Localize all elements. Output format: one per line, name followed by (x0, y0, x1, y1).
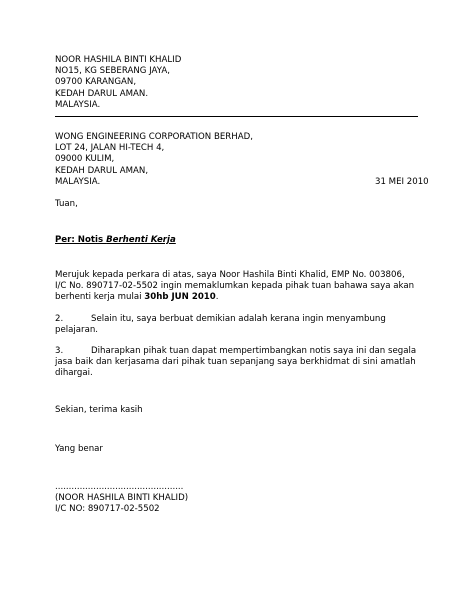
letter-date: 31 MEI 2010 (375, 177, 429, 187)
sender-address (55, 55, 181, 111)
paragraph-text: . (215, 292, 219, 303)
paragraph-number: 2. (55, 314, 64, 324)
salutation-text: Tuan, (55, 199, 78, 209)
paragraph-text: berhenti kerja mulai (55, 292, 145, 303)
subject-prefix: Per: Notis (55, 235, 107, 245)
paragraph-line: dihargai. (55, 368, 93, 379)
signoff-text: Yang benar (55, 444, 103, 454)
paragraph-line: pelajaran. (55, 325, 99, 336)
paragraph-line: jasa baik dan kerjasama dari pihak tuan sepanjang saya berkhidmat di sini amatlah (55, 357, 416, 368)
subject-italic: Berhenti Kerja (106, 235, 176, 245)
paragraph-text: Selain itu, saya berbuat demikian adalah kerana ingin menyambung (91, 314, 386, 324)
signature-name: (NOOR HASHILA BINTI KHALID) (55, 493, 189, 504)
paragraph-text: Diharapkan pihak tuan dapat mempertimbangkan notis saya ini dan segala (91, 346, 417, 356)
signature-dotted-line: ............................................... (55, 482, 184, 492)
signoff (55, 444, 103, 455)
signature-block (55, 482, 188, 516)
header-divider (55, 116, 418, 117)
recipient-address-line: 09000 KULIM, (55, 154, 115, 165)
sender-address-line: MALAYSIA. (55, 99, 101, 110)
sender-name: NOOR HASHILA BINTI KHALID (55, 55, 182, 65)
sender-address-line: 09700 KARANGAN, (55, 77, 137, 88)
paragraph-line: I/C No. 890717-02-5502 ingin memaklumkan kepada pihak tuan bahawa saya akan (55, 281, 415, 292)
recipient-address-line: KEDAH DARUL AMAN, (55, 165, 149, 176)
paragraph-number: 3. (55, 346, 64, 356)
sender-address-line: KEDAH DARUL AMAN. (55, 88, 149, 99)
closing (55, 405, 143, 416)
recipient-name: WONG ENGINEERING CORPORATION BERHAD, (55, 132, 253, 142)
subject-line (55, 235, 176, 246)
paragraph-3 (55, 346, 420, 380)
recipient-address (55, 132, 253, 188)
paragraph-line: Merujuk kepada perkara di atas, saya Noor Hashila Binti Khalid, EMP No. 003806, (55, 270, 405, 280)
salutation (55, 199, 78, 210)
resignation-date: 30hb JUN 2010 (144, 292, 216, 303)
paragraph-2 (55, 314, 420, 336)
sender-address-line: NO15, KG SEBERANG JAYA, (55, 66, 170, 77)
signature-ic: I/C NO: 890717-02-5502 (55, 504, 160, 515)
paragraph-1 (55, 270, 420, 304)
recipient-address-line: MALAYSIA. (55, 176, 101, 187)
recipient-address-line: LOT 24, JALAN HI-TECH 4, (55, 143, 165, 154)
closing-text: Sekian, terima kasih (55, 405, 143, 415)
